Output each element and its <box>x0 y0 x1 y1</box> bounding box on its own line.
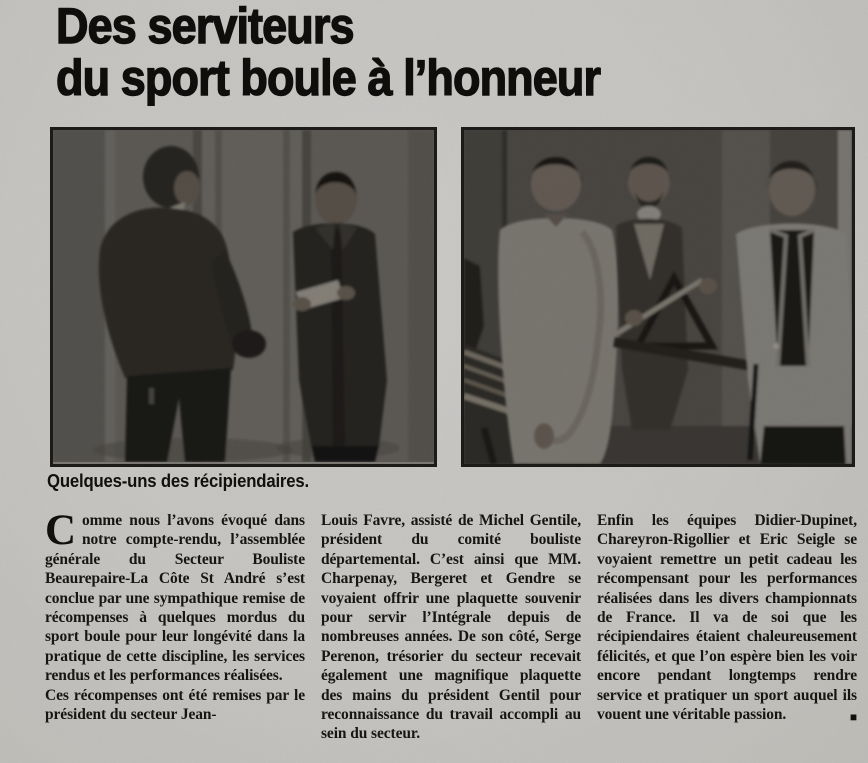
headline-line-1: Des serviteurs <box>56 0 354 54</box>
photo-award-handover <box>50 127 437 467</box>
photo-row <box>50 127 855 467</box>
photo-caption: Quelques-uns des récipiendaires. <box>47 471 309 491</box>
photo-left-illustration <box>53 130 434 462</box>
paragraph-3: Louis Favre, assisté de Michel Gentile, président du comité bouliste départemental. C’est ainsi que MM. Charpenay, Bergeret et Gendre se voyaient offrir une plaquette souvenir pour servir l’Intégrale depuis de nombreuses années. De son côté, Serge Perenon, trésorier du secteur recevait également une magnifique plaquette des mains du président Gentil pour reconnaissance du travail accompli au sein du secteur. <box>321 512 581 743</box>
article-body <box>45 507 857 744</box>
photo-recipients-group <box>461 127 855 467</box>
paragraph-1-text: omme nous l’avons évoqué dans notre compte-rendu, l’assemblée générale du Secteur Bouliste Beaurepaire-La Côte St André s’est conclue par une sympathique remise de récompenses à quelques mordus du sport boule pour leur longévité dans la pratique de cette discipline, les services rendus et les performances réalisées. <box>45 512 305 685</box>
drop-cap: C <box>45 507 76 554</box>
body-column-3 <box>597 511 857 744</box>
paragraph-2: Ces récompenses ont été remises par le président du secteur Jean- <box>45 686 305 724</box>
paragraph-4-text: Enfin les équipes Didier-Dupinet, Chareyron-Rigollier et Eric Seigle se voyaient remettre un petit cadeau les récompensant pour les performances réalisées dans les divers championnats de France. Il va de soi que les récipiendaires étaient chaleureusement félicités, et que l’on espère bien les voir encore pendant longtemps rendre service et pratiquer un sport auquel ils vouent une véritable passion. <box>597 512 857 724</box>
body-column-1 <box>45 507 305 744</box>
paragraph-4 <box>597 511 857 724</box>
paragraph-1 <box>45 507 305 686</box>
article-end-mark: ■ <box>849 710 857 725</box>
headline-line-2: du sport boule à l’honneur <box>56 50 601 106</box>
body-column-2 <box>321 511 581 744</box>
article-headline <box>56 0 661 104</box>
photo-right-illustration <box>464 130 852 464</box>
